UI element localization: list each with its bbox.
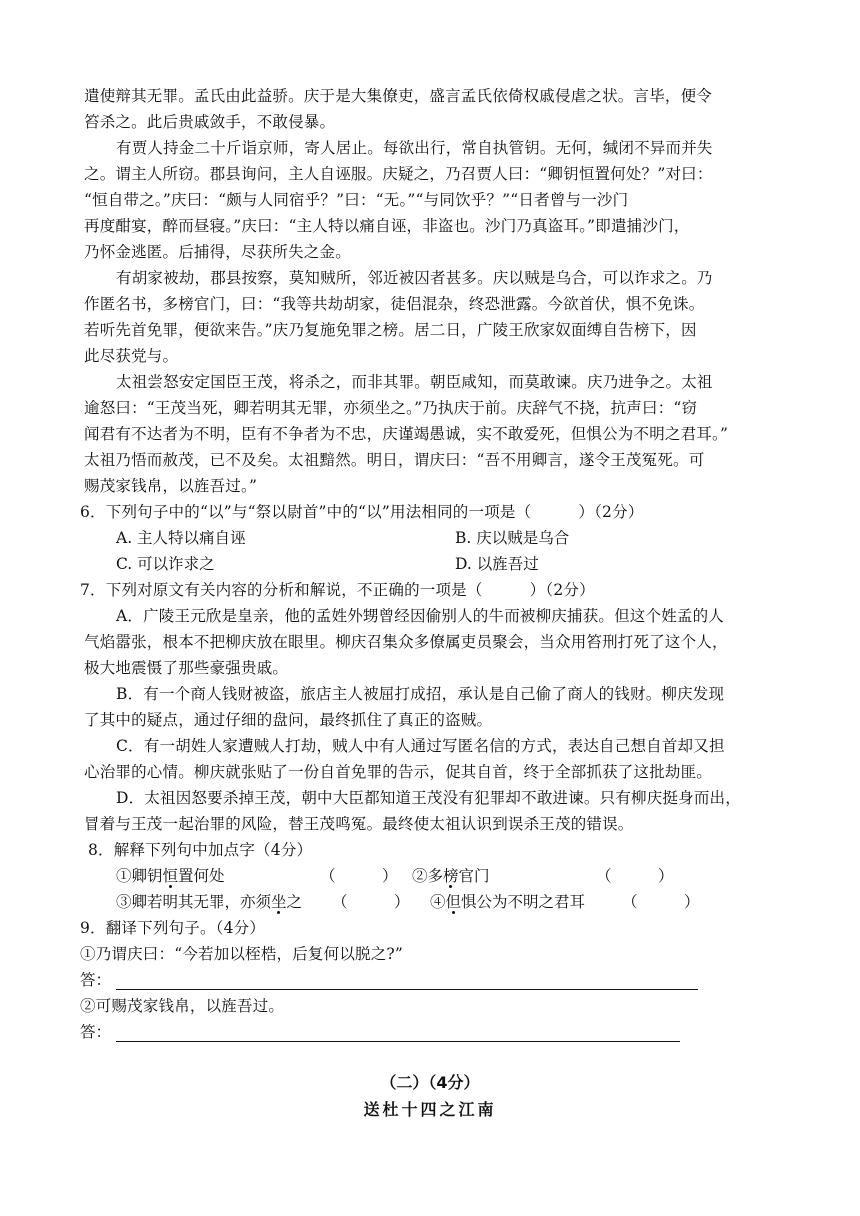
q6-option-c[interactable]: C. 可以诈求之 — [116, 555, 215, 573]
dotted-char: 但 — [445, 893, 462, 911]
passage-line: 太祖尝怒安定国臣王茂，将杀之，而非其罪。朝臣咸知，而莫敢谏。庆乃进争之。太祖 — [116, 373, 713, 391]
passage-line: “恒自带之。”庆曰：“颇与人同宿乎？”曰：“无。”“与同饮乎？”“日者曾与一沙门 — [84, 191, 629, 209]
q8-answer-paren-3[interactable]: （ ） — [332, 893, 410, 911]
question-6-stem: 6．下列句子中的“以”与“祭以尉首”中的“以”用法相同的一项是（ ）（2分） — [80, 503, 644, 521]
dotted-char: 榜 — [443, 867, 459, 885]
q8-answer-paren-1[interactable]: （ ） — [320, 867, 398, 885]
passage-line: 遣使辩其无罪。孟氏由此益骄。庆于是大集僚吏，盛言孟氏依倚权戚侵虐之状。言毕，便令 — [84, 87, 713, 105]
passage-line: 再度酣宴，醉而昼寝。”庆曰：“主人特以痛自诬，非盗也。沙门乃真盗耳。”即遣捕沙门， — [84, 217, 690, 235]
q8-item-text: 惧公为不明之君耳 — [461, 893, 586, 911]
question-9-stem: 9．翻译下列句子。（4分） — [80, 919, 266, 937]
q8-item-text: ④ — [430, 893, 446, 911]
q9-sentence-1: ①乃谓庆曰：“今若加以桎梏，后复何以脱之?” — [80, 945, 404, 963]
q8-item-text: 置何处 — [178, 867, 225, 885]
q8-item-text: ②多 — [412, 867, 444, 885]
poem-title: 送杜十四之江南 — [363, 1100, 497, 1119]
q8-item-2 — [412, 863, 490, 889]
passage-line: 赐茂家钱帛，以旌吾过。” — [84, 477, 258, 495]
passage-line: 乃怀金逃匿。后捕得，尽获所失之金。 — [84, 243, 351, 261]
q6-option-d[interactable]: D. 以旌吾过 — [455, 555, 539, 573]
q8-item-text: ③卿若明其无罪，亦须 — [116, 893, 272, 911]
q6-option-b[interactable]: B. 庆以贼是乌合 — [455, 529, 570, 547]
q7-option-b[interactable]: B．有一个商人钱财被盗，旅店主人被屈打成招，承认是自己偷了商人的钱财。柳庆发现 — [116, 685, 725, 703]
q8-item-3 — [116, 889, 302, 915]
passage-line: 作匿名书，多榜官门，曰：“我等共劫胡家，徒侣混杂，终恐泄露。今欲首伏，惧不免诛。 — [84, 295, 705, 313]
answer-label: 答： — [80, 971, 112, 989]
question-7-stem: 7．下列对原文有关内容的分析和解说，不正确的一项是（ ）（2分） — [80, 581, 595, 599]
passage-line: 太祖乃悟而赦茂，已不及矣。太祖黯然。明日，谓庆曰：“吾不用卿言，遂令王茂冤死。可 — [84, 451, 705, 469]
q7-option-b[interactable]: 了其中的疑点，通过仔细的盘问，最终抓住了真正的盗贼。 — [84, 711, 493, 729]
answer-line-1[interactable] — [116, 988, 698, 990]
q6-option-a[interactable]: A. 主人特以痛自诬 — [116, 529, 246, 547]
answer-label: 答： — [80, 1023, 112, 1041]
question-8-stem: 8．解释下列句中加点字（4分） — [88, 841, 313, 859]
q9-sentence-2: ②可赐茂家钱帛，以旌吾过。 — [80, 997, 285, 1015]
q7-option-c[interactable]: C．有一胡姓人家遭贼人打劫，贼人中有人通过写匿名信的方式，表达自己想自首却又担 — [116, 737, 725, 755]
q7-option-a[interactable]: 极大地震慑了那些豪强贵戚。 — [84, 659, 289, 677]
passage-line: 此尽获党与。 — [84, 347, 179, 365]
passage-line: 逾怒曰：“王茂当死，卿若明其无罪，亦须坐之。”乃执庆于前。庆辞气不挠，抗声曰：“窃 — [84, 399, 698, 417]
q8-answer-paren-2[interactable]: （ ） — [596, 867, 674, 885]
dotted-char: 坐 — [271, 893, 287, 911]
q7-option-d[interactable]: 冒着与王茂一起治罪的风险，替王茂鸣冤。最终使太祖认识到误杀王茂的错误。 — [84, 815, 634, 833]
q8-item-1 — [116, 863, 225, 889]
passage-line: 笞杀之。此后贵戚敛手，不敢侵暴。 — [84, 113, 336, 131]
section-heading: （二）（4分） — [380, 1073, 480, 1092]
q8-item-4 — [430, 889, 585, 915]
dotted-char: 恒 — [162, 867, 179, 885]
q8-item-text: 之 — [286, 893, 303, 911]
q8-answer-paren-4[interactable]: （ ） — [622, 893, 700, 911]
passage-line: 有胡家被劫，郡县按察，莫知贼所，邻近被囚者甚多。庆以贼是乌合，可以诈求之。乃 — [116, 269, 713, 287]
passage-line: 闻君有不达者为不明，臣有不争者为不忠，庆谨竭愚诚，实不敢爱死，但惧公为不明之君耳。” — [84, 425, 729, 443]
q7-option-d[interactable]: D．太祖因怒要杀掉王茂，朝中大臣都知道王茂没有犯罪却不敢进谏。只有柳庆挺身而出， — [116, 789, 741, 807]
q7-option-a[interactable]: 气焰嚣张，根本不把柳庆放在眼里。柳庆召集众多僚属吏员聚会，当众用笞刑打死了这个人， — [84, 633, 728, 651]
q8-item-text: ①卿钥 — [116, 867, 163, 885]
answer-line-2[interactable] — [116, 1040, 680, 1042]
q7-option-a[interactable]: A．广陵王元欣是皇亲，他的孟姓外甥曾经因偷别人的牛而被柳庆捕获。但这个姓孟的人 — [116, 607, 724, 625]
q8-item-text: 官门 — [458, 867, 490, 885]
passage-line: 若听先首免罪，便欲来告。”庆乃复施免罪之榜。居二日，广陵王欣家奴面缚自告榜下，因 — [84, 321, 697, 339]
passage-line: 之。谓主人所窃。郡县询问，主人自诬服。庆疑之，乃召贾人曰：“卿钥恒置何处？”对曰： — [84, 165, 713, 183]
q7-option-c[interactable]: 心治罪的心情。柳庆就张贴了一份自首免罪的告示，促其自首，终于全部抓获了这批劫匪。 — [84, 763, 713, 781]
passage-line: 有贾人持金二十斤诣京师，寄人居止。每欲出行，常自执管钥。无何，缄闭不异而并失 — [116, 139, 713, 157]
